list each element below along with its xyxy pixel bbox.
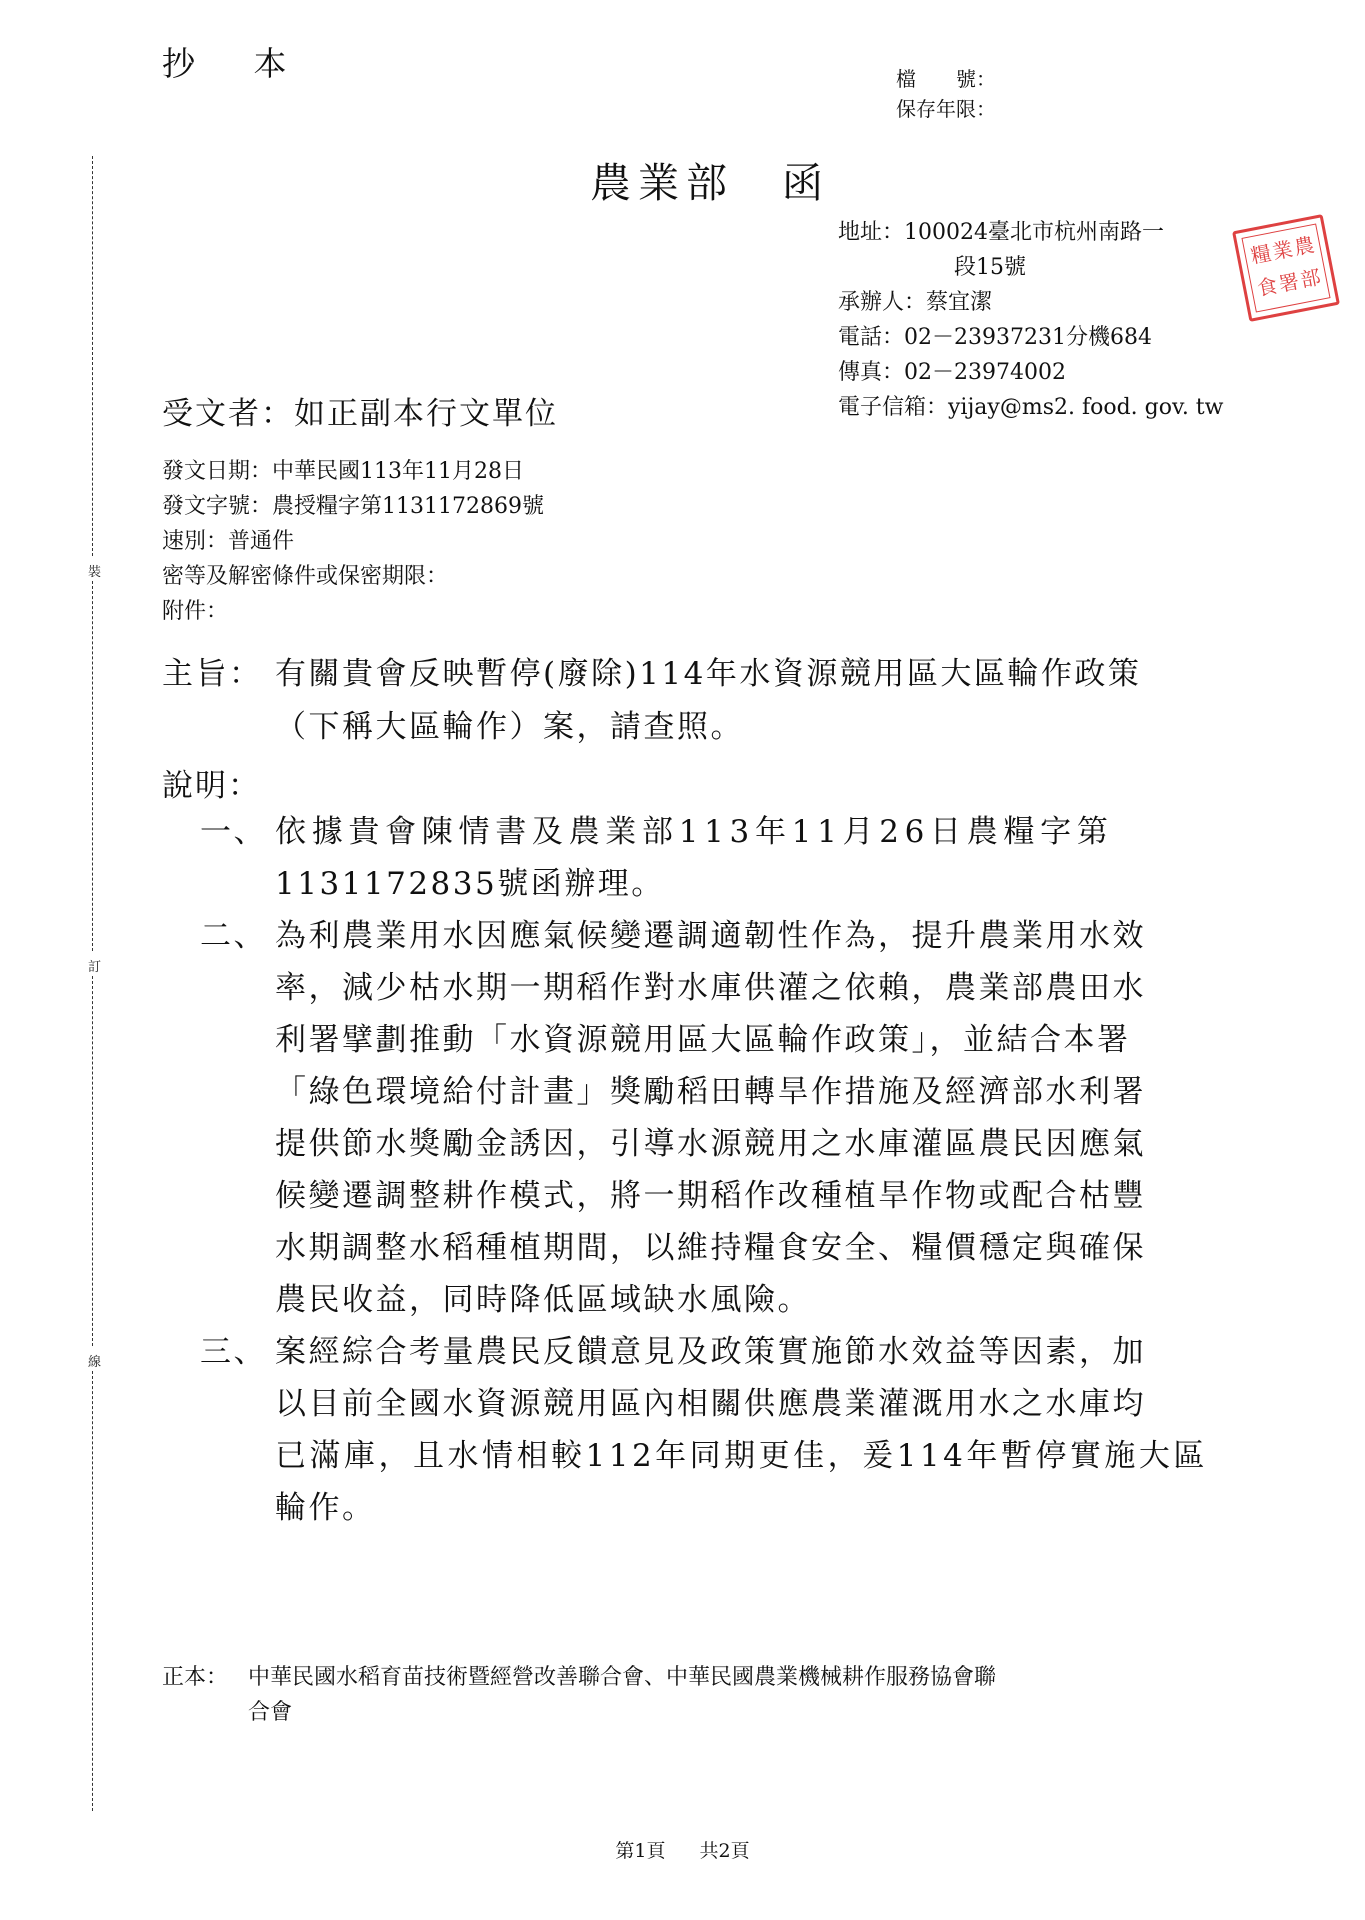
seal-char: 農 [1292, 232, 1317, 260]
dispatch-date: 發文日期：中華民國113年11月28日 [162, 459, 524, 484]
binding-dash [92, 1371, 93, 1811]
address-line-2: 段15號 [954, 255, 1026, 280]
item-line: 1131172835號函辦理。 [275, 866, 665, 902]
binding-char-ding: 訂 [88, 960, 102, 975]
item-line: 利署擘劃推動「水資源競用區大區輪作政策」，並結合本署 [275, 1022, 1131, 1058]
item-line: 依據貴會陳情書及農業部113年11月26日農糧字第 [275, 814, 1114, 850]
page-number: 第1頁 [615, 1840, 666, 1862]
item-line: 「綠色環境給付計畫」獎勵稻田轉旱作措施及經濟部水利署 [275, 1074, 1146, 1110]
page-total: 共2頁 [699, 1840, 750, 1862]
email: 電子信箱：yijay@ms2. food. gov. tw [838, 395, 1224, 420]
item-line: 以目前全國水資源競用區內相關供應農業灌溉用水之水庫均 [275, 1386, 1146, 1422]
cc-line-1: 中華民國水稻育苗技術暨經營改善聯合會、中華民國農業機械耕作服務協會聯 [248, 1665, 997, 1690]
item-text [275, 910, 1255, 1326]
seal-char: 業 [1270, 236, 1295, 265]
seal-char: 部 [1298, 264, 1323, 293]
recipient: 受文者：如正副本行文單位 [162, 396, 558, 432]
original-recipients-label: 正本： [162, 1665, 229, 1690]
contact-block [838, 215, 1223, 425]
attachments: 附件： [162, 599, 229, 624]
fax: 傳真：02－23974002 [838, 360, 1066, 385]
item-line: 案經綜合考量農民反饋意見及政策實施節水效益等因素，加 [275, 1334, 1146, 1370]
document-number: 發文字號：農授糧字第1131172869號 [162, 494, 544, 519]
binding-char-zhuang: 裝 [88, 565, 102, 580]
cc-line-2: 合會 [248, 1700, 293, 1725]
handler: 承辦人：蔡宜潔 [838, 290, 993, 315]
item-line: 為利農業用水因應氣候變遷調適韌性作為，提升農業用水效 [275, 918, 1146, 954]
dispatch-meta [162, 454, 544, 629]
security-level: 密等及解密條件或保密期限： [162, 564, 449, 589]
subject-text [275, 648, 1260, 754]
item-line: 輪作。 [275, 1490, 376, 1526]
item-number: 三、 [200, 1334, 267, 1370]
item-number: 二、 [200, 918, 267, 954]
item-line: 水期調整水稻種植期間，以維持糧食安全、糧價穩定與確保 [275, 1230, 1146, 1266]
item-number: 一、 [200, 814, 267, 850]
subject-line-2: （下稱大區輪作）案，請查照。 [275, 709, 744, 745]
page-footer [0, 1836, 1365, 1863]
copy-mark: 抄 本 [162, 44, 311, 83]
original-recipients-text [248, 1660, 1365, 1730]
item-line: 已滿庫，且水情相較112年同期更佳，爰114年暫停實施大區 [275, 1438, 1208, 1474]
item-text [275, 806, 1255, 910]
subject-label: 主旨： [162, 656, 263, 692]
official-seal-stamp [1232, 214, 1340, 322]
item-line: 提供節水獎勵金誘因，引導水源競用之水庫灌區農民因應氣 [275, 1126, 1146, 1162]
file-number-label: 檔 號： [896, 67, 996, 91]
document-title: 農業部 函 [590, 159, 830, 207]
binding-dash [92, 976, 93, 1346]
delivery-speed: 速別：普通件 [162, 529, 295, 554]
seal-char: 糧 [1248, 240, 1274, 269]
binding-char-xian: 線 [88, 1355, 102, 1370]
address-line-1: 地址：100024臺北市杭州南路一 [838, 220, 1164, 245]
retention-period-label: 保存年限： [896, 97, 996, 121]
binding-line [88, 156, 116, 1811]
item-line: 率，減少枯水期一期稻作對水庫供灌之依賴，農業部農田水 [275, 970, 1146, 1006]
item-text [275, 1326, 1255, 1534]
item-line: 候變遷調整耕作模式，將一期稻作改種植旱作物或配合枯豐 [275, 1178, 1146, 1214]
phone: 電話：02－23937231分機684 [838, 325, 1152, 350]
item-line: 農民收益，同時降低區域缺水風險。 [275, 1282, 811, 1318]
description-label: 說明： [162, 768, 261, 804]
file-info [896, 64, 996, 124]
seal-char: 食 [1255, 273, 1280, 301]
binding-dash [92, 156, 93, 556]
binding-dash [92, 581, 93, 951]
seal-text [1247, 229, 1324, 306]
seal-char: 署 [1276, 269, 1301, 297]
subject-line-1: 有關貴會反映暫停(廢除)114年水資源競用區大區輪作政策 [275, 656, 1142, 692]
